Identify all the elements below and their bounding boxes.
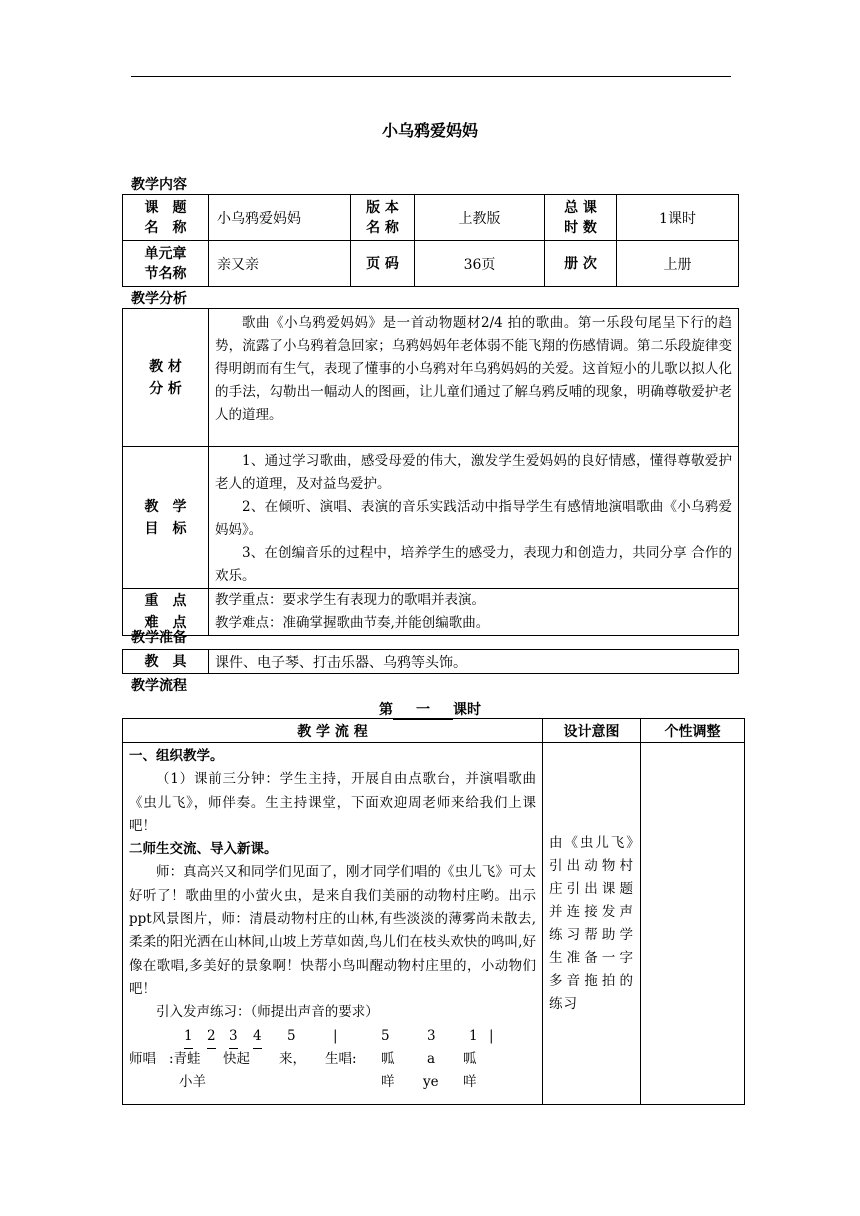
- key-point-focus: 教学重点：要求学生有表现力的歌唱并表演。: [215, 592, 485, 608]
- goal-item-2: 2、在倾听、演唱、表演的音乐实践活动中指导学生有感情地演唱歌曲《小乌鸦爱妈妈》。: [215, 499, 732, 538]
- lyric-mie-2: 咩: [463, 1073, 477, 1090]
- note-1: 1: [184, 1025, 193, 1049]
- label-edition: 版 本 名 称: [351, 195, 415, 241]
- section-teaching-content: 教学内容: [131, 177, 187, 193]
- header-design-intent: 设计意图: [543, 719, 641, 743]
- key-point-difficulty: 教学难点：准确掌握歌曲节奏,并能创编歌曲。: [215, 615, 490, 631]
- lesson-number-value: 一: [393, 699, 453, 720]
- note-4: 4: [253, 1025, 262, 1049]
- heading-organize: 一、组织教学。: [129, 748, 224, 764]
- material-analysis-text: 歌曲《小乌鸦爱妈妈》是一首动物题材2/4 拍的歌曲。第一乐段句尾呈下行的趋势，流露了小乌鸦着急回家；乌鸦妈妈年老体弱不能飞翔的伤感情调。第二乐段旋律变得明朗而有生气，表现了懂事的小乌鸦对年乌鸦妈妈的关爱。这首短小的儿歌以拟人化的手法，勾勒出一幅动人的图画，让儿童们通过了解乌鸦反哺的现象，明确尊敬爱护老人的道理。: [215, 315, 732, 423]
- flow-table: [122, 718, 745, 1105]
- teaching-aids-text: 课件、电子琴、打击乐器、乌鸦等头饰。: [209, 650, 739, 674]
- paragraph-dialogue: 师：真高兴又和同学们见面了，刚才同学们唱的《虫儿飞》可太好听了！歌曲里的小萤火虫，是来自我们美丽的动物村庄哟。出示ppt风景图片，师：清晨动物村庄的山林,有些淡淡的薄雾尚未散去,柔柔的阳光洒在山林间,山坡上芳草如茵,鸟儿们在枝头欢快的鸣叫,好像在歌唱,多美好的景象啊！快帮小鸟叫醒动物村庄里的，小动物们吧！: [129, 864, 536, 997]
- goal-item-1: 1、通过学习歌曲，感受母爱的伟大，激发学生爱妈妈的良好情感，懂得尊敬爱护老人的道理，及对益鸟爱护。: [215, 453, 732, 492]
- section-teaching-prep: 教学准备: [131, 630, 187, 646]
- flow-content-cell: [123, 743, 543, 1105]
- lyric-get-up: 快起: [223, 1050, 250, 1067]
- info-table: [122, 194, 739, 287]
- lyric-students-sing: 生唱:: [325, 1050, 357, 1067]
- header-rule: [131, 76, 731, 77]
- lyric-teacher-sings: 师唱: [129, 1050, 156, 1067]
- note-7: 3: [427, 1027, 436, 1044]
- note-8: 1: [469, 1027, 478, 1044]
- header-flow: 教 学 流 程: [123, 719, 543, 743]
- goal-item-3: 3、在创编音乐的过程中，培养学生的感受力，表现力和创造力，共同分享 合作的欢乐。: [215, 545, 732, 584]
- value-page: 36页: [415, 241, 545, 287]
- value-course-name: 小乌鸦爱妈妈: [209, 195, 351, 241]
- key-points-row: [123, 589, 739, 636]
- lyric-ye: ye: [423, 1073, 439, 1090]
- note-2: 2: [207, 1025, 216, 1049]
- lyric-a: a: [427, 1050, 436, 1067]
- prep-row: [123, 650, 739, 674]
- personal-adjust-cell[interactable]: [641, 743, 745, 1105]
- label-key-difficult: 重 点 难 点: [123, 589, 209, 636]
- heading-introduction: 二师生交流、导入新课。: [129, 841, 278, 858]
- note-5: 5: [287, 1027, 296, 1044]
- value-volume: 上册: [617, 241, 739, 287]
- flow-content-row: [123, 743, 745, 1105]
- lyric-lamb: 小羊: [179, 1073, 206, 1090]
- label-total-hours: 总 课 时 数: [545, 195, 617, 241]
- analysis-table: [122, 308, 739, 636]
- section-teaching-analysis: 教学分析: [131, 291, 187, 307]
- barline-2: |: [489, 1027, 494, 1044]
- material-row: [123, 309, 739, 447]
- header-personal-adjust: 个性调整: [641, 719, 745, 743]
- lyric-mie-1: 咩: [381, 1073, 395, 1090]
- section-teaching-flow: 教学流程: [131, 678, 187, 694]
- paragraph-warmup: （1）课前三分钟：学生主持，开展自由点歌台，并演唱歌曲《虫儿飞》，师伴奏。生主持课堂，下面欢迎周老师来给我们上课吧！: [129, 771, 536, 834]
- prep-table: [122, 649, 739, 674]
- info-row-1: [123, 195, 739, 241]
- barline-1: |: [333, 1027, 338, 1044]
- label-volume: 册 次: [545, 241, 617, 287]
- label-unit: 单元章 节名称: [123, 241, 209, 287]
- value-total-hours: 1课时: [617, 195, 739, 241]
- vocal-exercise-notation: [129, 1025, 536, 1095]
- label-teaching-aids: 教 具: [123, 650, 209, 674]
- note-3: 3: [229, 1025, 238, 1049]
- design-intent-cell: 由《虫儿飞》引出动物村庄引出课题并连接发声练习帮助学生准备一字多音拖拍的练习: [543, 743, 641, 1105]
- lyric-gua-1: 呱: [381, 1050, 395, 1067]
- lesson-prefix: 第: [379, 702, 393, 718]
- lesson-number: [0, 699, 860, 720]
- value-edition: 上教版: [415, 195, 545, 241]
- goals-row: [123, 447, 739, 589]
- note-6: 5: [381, 1027, 390, 1044]
- paragraph-vocal-exercise: 引入发声练习：（师提出声音的要求）: [156, 1004, 379, 1021]
- label-page: 页 码: [351, 241, 415, 287]
- lyric-gua-2: 呱: [463, 1050, 477, 1067]
- label-teaching-goals: 教 学 目 标: [123, 447, 209, 589]
- material-analysis-cell: [209, 309, 739, 447]
- lyric-frog: :青蛙: [169, 1050, 201, 1067]
- teaching-goals-cell: [209, 447, 739, 589]
- label-material-analysis: 教 材 分 析: [123, 309, 209, 447]
- page-title: 小乌鸦爱妈妈: [381, 121, 478, 140]
- info-row-2: [123, 241, 739, 287]
- lyric-come: 来，: [279, 1050, 306, 1067]
- value-unit: 亲又亲: [209, 241, 351, 287]
- key-points-cell: [209, 589, 739, 636]
- flow-header-row: [123, 719, 745, 743]
- lesson-suffix: 课时: [453, 702, 481, 718]
- label-course-name: 课 题 名 称: [123, 195, 209, 241]
